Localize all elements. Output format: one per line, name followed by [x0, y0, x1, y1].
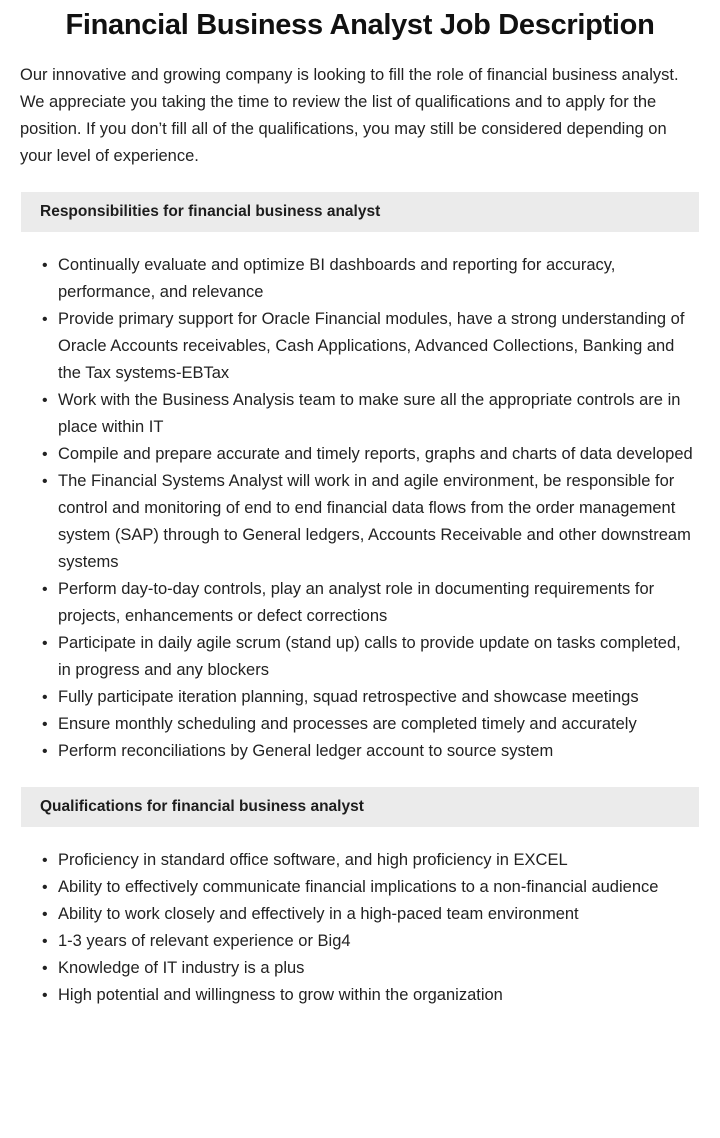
list-item [0, 387, 720, 441]
list-item [0, 982, 720, 1009]
intro-paragraph: Our innovative and growing company is looking to fill the role of financial business analyst. We appreciate you taking the time to review the list of qualifications and to apply for the position. If you don’t fill all of the qualifications, you may still be considered depending on your level of experience. [20, 66, 679, 165]
bullet-icon: • [42, 879, 48, 896]
bullet-icon: • [42, 635, 48, 652]
list-item-text: The Financial Systems Analyst will work in and agile environment, be responsible for control and monitoring of end to end financial data flows from the order management system (SAP) through to General ledgers, Accounts Receivable and other downstream systems [58, 472, 691, 571]
bullet-icon: • [42, 446, 48, 463]
list-item [0, 955, 720, 982]
bullet-icon: • [42, 743, 48, 760]
list-item [0, 306, 720, 387]
list-item-text: Ability to effectively communicate financial implications to a non-financial audience [58, 878, 659, 896]
list-item [0, 684, 720, 711]
bullet-icon: • [42, 581, 48, 598]
list-item-text: High potential and willingness to grow within the organization [58, 986, 503, 1004]
bullet-icon: • [42, 473, 48, 490]
bullet-icon: • [42, 906, 48, 923]
qualifications-list [0, 847, 720, 1009]
bullet-icon: • [42, 689, 48, 706]
bullet-icon: • [42, 987, 48, 1004]
section-header-qualifications-label: Qualifications for financial business analyst [40, 798, 364, 815]
bullet-icon: • [42, 392, 48, 409]
page-title: Financial Business Analyst Job Description [65, 9, 655, 41]
list-item-text: Perform day-to-day controls, play an analyst role in documenting requirements for projects, enhancements or defect corrections [58, 580, 655, 625]
list-item [0, 874, 720, 901]
list-item-text: Participate in daily agile scrum (stand up) calls to provide update on tasks completed, in progress and any blockers [58, 634, 681, 679]
section-header-responsibilities [21, 192, 699, 232]
list-item-text: Ability to work closely and effectively in a high-paced team environment [58, 905, 579, 923]
list-item-text: 1-3 years of relevant experience or Big4 [58, 932, 351, 950]
list-item [0, 901, 720, 928]
list-item-text: Work with the Business Analysis team to make sure all the appropriate controls are in place within IT [58, 391, 681, 436]
list-item-text: Proficiency in standard office software, and high proficiency in EXCEL [58, 851, 568, 869]
responsibilities-list [0, 252, 720, 765]
list-item [0, 468, 720, 576]
list-item [0, 441, 720, 468]
bullet-icon: • [42, 960, 48, 977]
list-item-text: Continually evaluate and optimize BI dashboards and reporting for accuracy, performance, and relevance [58, 256, 616, 301]
list-item-text: Compile and prepare accurate and timely reports, graphs and charts of data developed [58, 445, 693, 463]
list-item-text: Provide primary support for Oracle Financial modules, have a strong understanding of Oracle Accounts receivables, Cash Applications, Advanced Collections, Banking and the Tax systems-EBTax [58, 310, 685, 382]
bullet-icon: • [42, 933, 48, 950]
section-header-responsibilities-label: Responsibilities for financial business analyst [40, 203, 381, 220]
section-header-qualifications [21, 787, 699, 827]
bullet-icon: • [42, 257, 48, 274]
list-item [0, 576, 720, 630]
list-item [0, 847, 720, 874]
list-item-text: Perform reconciliations by General ledger account to source system [58, 742, 554, 760]
list-item [0, 711, 720, 738]
page-bottom-spacer [0, 1009, 720, 1049]
list-item [0, 630, 720, 684]
list-item-text: Ensure monthly scheduling and processes are completed timely and accurately [58, 715, 637, 733]
list-item [0, 738, 720, 765]
list-item-text: Knowledge of IT industry is a plus [58, 959, 305, 977]
bullet-icon: • [42, 716, 48, 733]
bullet-icon: • [42, 311, 48, 328]
list-item-text: Fully participate iteration planning, squad retrospective and showcase meetings [58, 688, 639, 706]
list-item [0, 252, 720, 306]
list-item [0, 928, 720, 955]
bullet-icon: • [42, 852, 48, 869]
